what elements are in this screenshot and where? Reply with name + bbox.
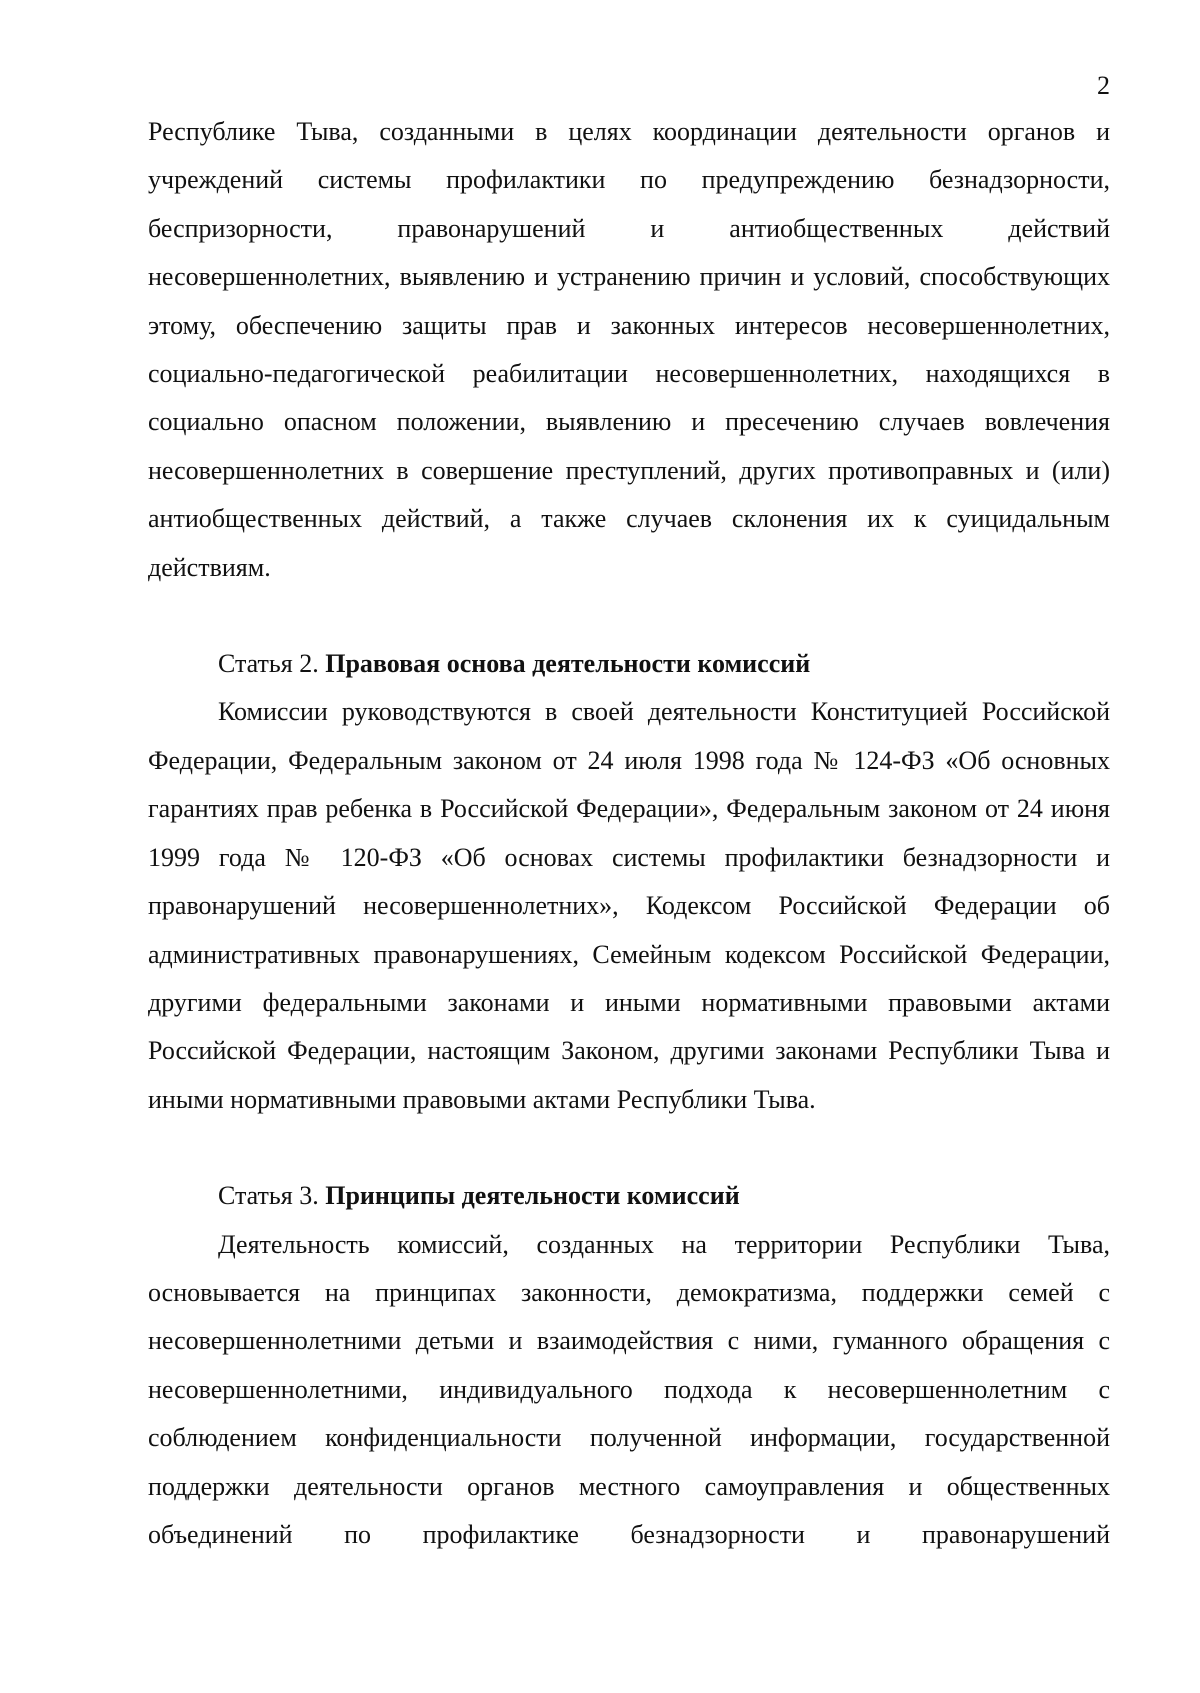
intro-paragraph: Республике Тыва, созданными в целях координации деятельности органов и учреждений системы профилактики по предупреждению безнадзорности, беспризорности, правонарушений и антиобщественных действий несовершеннолетних, выявлению и устранению причин и условий, способствующих этому, обеспечению защиты прав и законных интересов несовершеннолетних, социально-педагогической реабилитации несовершеннолетних, находящихся в социально опасном положении, выявлению и пресечению случаев вовлечения несовершеннолетних в совершение преступлений, других противоправных и (или) антиобщественных действий, а также случаев склонения их к суицидальным действиям.: [148, 117, 1110, 582]
section-spacer: [148, 1124, 1110, 1172]
article-3-label: Статья 3.: [218, 1181, 319, 1211]
article-3-paragraph: Деятельность комиссий, созданных на территории Республики Тыва, основывается на принципах законности, демократизма, поддержки семей с несовершеннолетними детьми и взаимодействия с ними, гуманного обращения с несовершеннолетними, индивидуального подхода к несовершеннолетним с соблюдением конфиденциальности полученной информации, государственной поддержки деятельности органов местного самоуправления и общественных объединений по профилактике безнадзорности и правонарушений: [148, 1229, 1110, 1549]
article-2-paragraph: Комиссии руководствуются в своей деятельности Конституцией Российской Федерации, Федеральным законом от 24 июля 1998 года № 124-ФЗ «Об основных гарантиях прав ребенка в Российской Федерации», Федеральным законом от 24 июня 1999 года № 120-ФЗ «Об основах системы профилактики безнадзорности и правонарушений несовершеннолетних», Кодексом Российской Федерации об административных правонарушениях, Семейным кодексом Российской Федерации, другими федеральными законами и иными нормативными правовыми актами Российской Федерации, настоящим Законом, другими законами Республики Тыва и иными нормативными правовыми актами Республики Тыва.: [148, 697, 1110, 1114]
article-2-label: Статья 2.: [218, 649, 319, 679]
section-spacer: [148, 592, 1110, 640]
article-3-heading: [148, 1172, 1110, 1220]
article-2-heading: [148, 640, 1110, 688]
page-number: 2: [1097, 71, 1110, 100]
article-2-title: Правовая основа деятельности комиссий: [325, 649, 811, 679]
document-body: [148, 108, 1110, 1559]
article-3-title: Принципы деятельности комиссий: [325, 1181, 740, 1211]
